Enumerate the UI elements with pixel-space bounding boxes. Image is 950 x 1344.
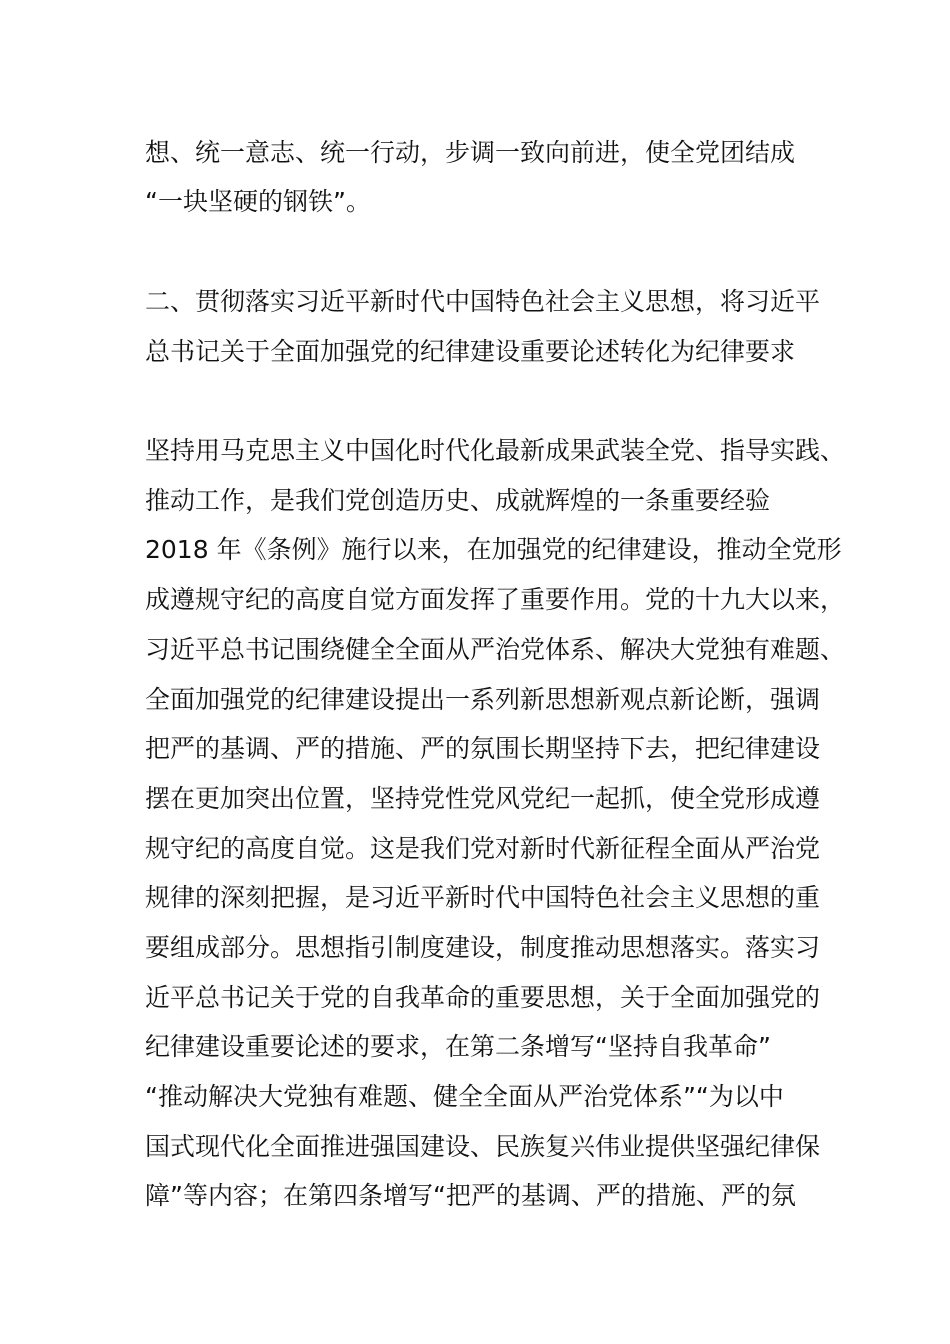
- paragraph-3-line-8: 摆在更加突出位置，坚持党性党风党纪一起抓，使全党形成遵: [145, 784, 821, 813]
- section-heading-line-1: 二、贯彻落实习近平新时代中国特色社会主义思想，将习近平: [145, 287, 821, 316]
- paragraph-3-line-9: 规守纪的高度自觉。这是我们党对新时代新征程全面从严治党: [145, 834, 821, 863]
- paragraph-1-line-1: 想、统一意志、统一行动，步调一致向前进，使全党团结成: [145, 138, 796, 167]
- paragraph-3-line-14: “推动解决大党独有难题、健全全面从严治党体系”“为以中: [145, 1082, 784, 1111]
- paragraph-3-line-16: 障”等内容；在第四条增写“把严的基调、严的措施、严的氛: [145, 1181, 796, 1210]
- paragraph-3-line-1: 坚持用马克思主义中国化时代化最新成果武装全党、指导实践、: [145, 436, 846, 465]
- section-heading-line-2: 总书记关于全面加强党的纪律建设重要论述转化为纪律要求: [145, 337, 796, 366]
- paragraph-3-line-12: 近平总书记关于党的自我革命的重要思想，关于全面加强党的: [145, 983, 821, 1012]
- paragraph-3-line-6: 全面加强党的纪律建设提出一系列新思想新观点新论断，强调: [145, 685, 821, 714]
- paragraph-3-line-10: 规律的深刻把握，是习近平新时代中国特色社会主义思想的重: [145, 883, 821, 912]
- paragraph-3-line-7: 把严的基调、严的措施、严的氛围长期坚持下去，把纪律建设: [145, 734, 821, 763]
- paragraph-3-line-2: 推动工作，是我们党创造历史、成就辉煌的一条重要经验: [145, 486, 771, 515]
- paragraph-1-line-2: “一块坚硬的钢铁”。: [145, 187, 371, 216]
- paragraph-3-line-13: 纪律建设重要论述的要求，在第二条增写“坚持自我革命”: [145, 1032, 771, 1061]
- paragraph-3-line-3: 2018 年《条例》施行以来，在加强党的纪律建设，推动全党形: [145, 535, 842, 564]
- paragraph-3-line-4: 成遵规守纪的高度自觉方面发挥了重要作用。党的十九大以来，: [145, 585, 846, 614]
- paragraph-3-line-15: 国式现代化全面推进强国建设、民族复兴伟业提供坚强纪律保: [145, 1132, 821, 1161]
- paragraph-3-line-11: 要组成部分。思想指引制度建设，制度推动思想落实。落实习: [145, 933, 821, 962]
- paragraph-3-line-5: 习近平总书记围绕健全全面从严治党体系、解决大党独有难题、: [145, 635, 846, 664]
